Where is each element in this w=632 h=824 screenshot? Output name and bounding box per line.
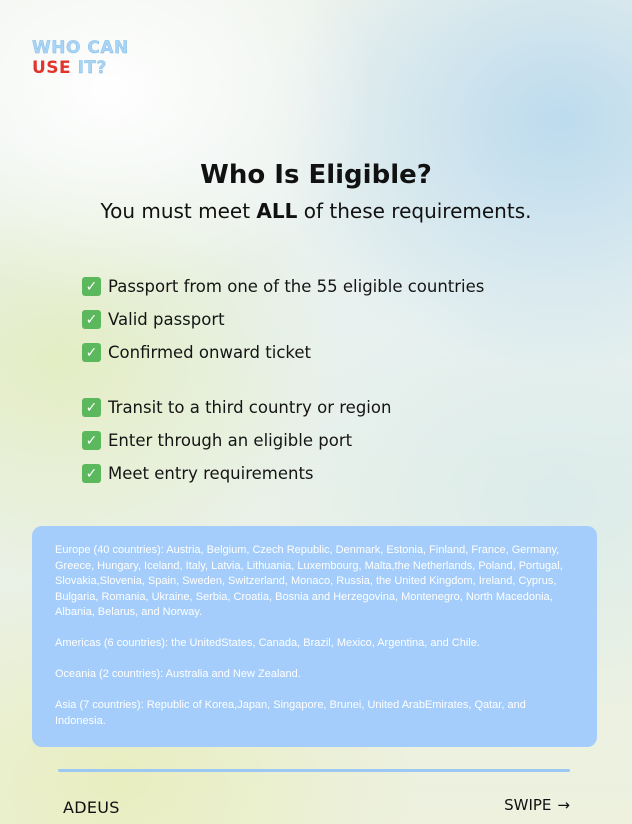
- requirement-text: Valid passport: [108, 310, 225, 329]
- requirement-text: Passport from one of the 55 eligible countries: [108, 277, 485, 296]
- requirement-item: [82, 270, 484, 303]
- check-icon: ✓: [82, 464, 101, 483]
- requirement-item: [82, 424, 484, 457]
- brand-tag-highlight: USE: [32, 58, 72, 78]
- requirement-text: Enter through an eligible port: [108, 431, 353, 450]
- page-subtitle: [0, 199, 632, 223]
- countries-americas: Americas (6 countries): the UnitedStates, Canada, Brazil, Mexico, Argentina, and Chile.: [55, 637, 480, 649]
- check-icon: ✓: [82, 310, 101, 329]
- swipe-hint[interactable]: [504, 796, 570, 814]
- countries-asia: Asia (7 countries): Republic of Korea,Japan, Singapore, Brunei, United ArabEmirates, Qatar, and Indonesia.: [55, 699, 526, 727]
- footer-divider: [58, 769, 570, 772]
- subtitle-emphasis: ALL: [256, 199, 298, 223]
- arrow-right-icon: →: [557, 796, 570, 814]
- check-icon: ✓: [82, 343, 101, 362]
- requirement-item: [82, 391, 484, 424]
- countries-europe: Europe (40 countries): Austria, Belgium, Czech Republic, Denmark, Estonia, Finland, France, Germany, Greece, Hungary, Iceland, Italy, Latvia, Lithuania, Luxembourg, Malta,the Netherlands, Poland, Portugal, Slovakia,Slovenia, Spain, Sweden, Switzerland, Monaco, Russia, the United Kingdom, Ireland, Cyprus, Bulgaria, Romania, Ukraine, Serbia, Croatia, Bosnia and Herzegovina, Montenegro, North Macedonia, Albania, Belarus, and Norway.: [55, 544, 563, 618]
- brand-tag-line1: WHO CAN: [32, 38, 129, 58]
- requirement-item: [82, 303, 484, 336]
- page-title: Who Is Eligible?: [200, 160, 432, 190]
- requirement-text: Meet entry requirements: [108, 464, 314, 483]
- countries-oceania: Oceania (2 countries): Australia and New Zealand.: [55, 668, 301, 680]
- check-icon: ✓: [82, 431, 101, 450]
- requirement-text: Confirmed onward ticket: [108, 343, 311, 362]
- check-icon: ✓: [82, 398, 101, 417]
- requirement-text: Transit to a third country or region: [108, 398, 392, 417]
- brand-tag: [32, 38, 129, 78]
- requirement-item: [82, 336, 484, 369]
- footer-brand-logo: ADEUS: [63, 798, 120, 817]
- brand-tag-rest: IT?: [71, 58, 107, 78]
- swipe-label: SWIPE: [504, 796, 552, 814]
- eligible-countries-panel: [32, 526, 597, 747]
- brand-tag-line2: [32, 58, 129, 78]
- requirement-item: [82, 457, 484, 490]
- subtitle-after: of these requirements.: [297, 199, 532, 223]
- check-icon: ✓: [82, 277, 101, 296]
- requirements-list: [82, 270, 484, 490]
- subtitle-before: You must meet: [100, 199, 257, 223]
